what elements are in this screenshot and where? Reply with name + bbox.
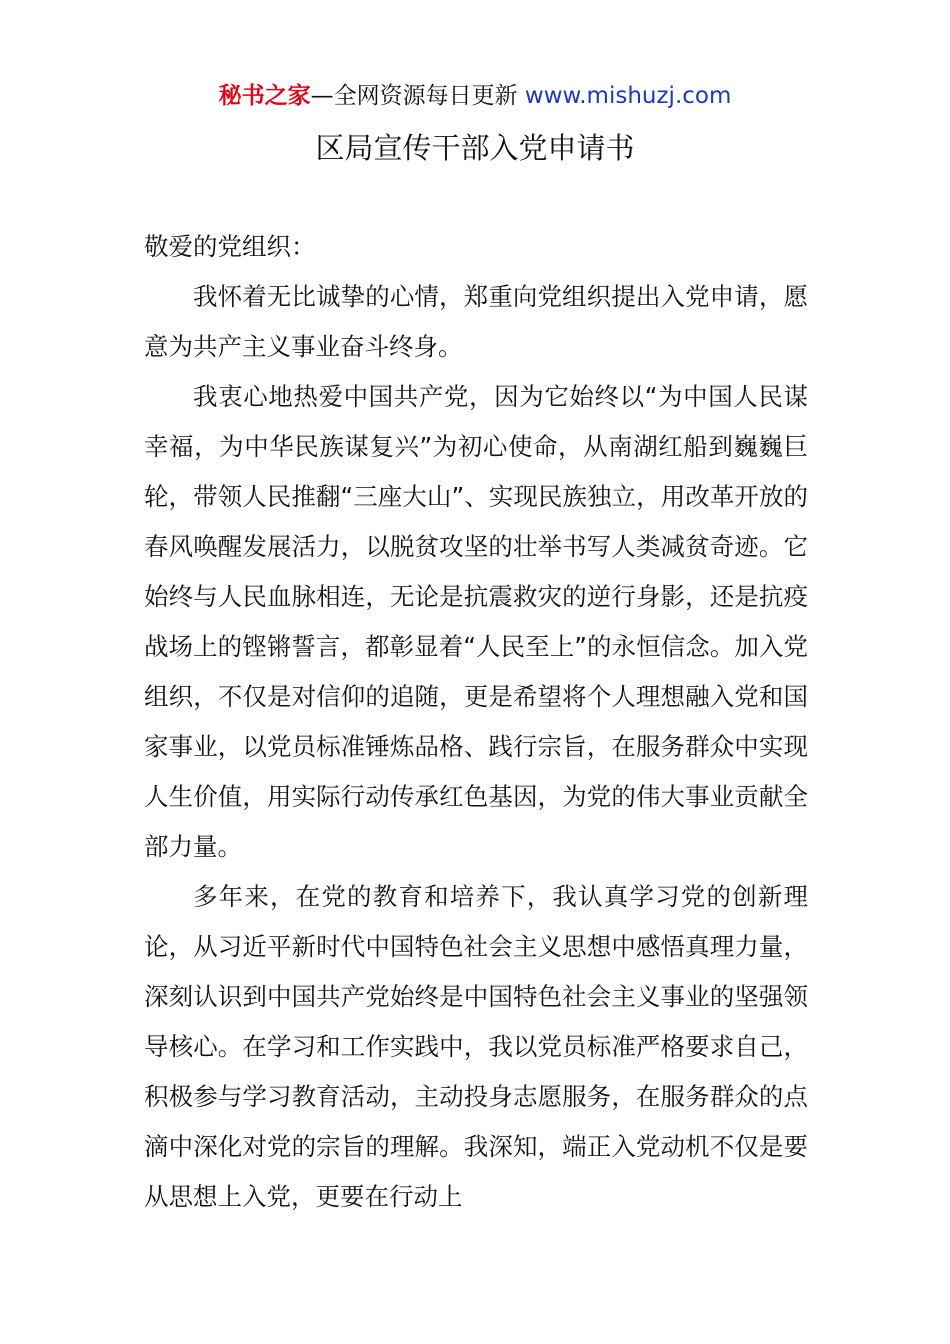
site-url-link[interactable]: www.mishuzj.com: [524, 83, 732, 109]
paragraph-2: 我衷心地热爱中国共产党，因为它始终以“为中国人民谋幸福，为中华民族谋复兴”为初心使命，从南湖红船到巍巍巨轮，带领人民推翻“三座大山”、实现民族独立，用改革开放的春风唤醒发展活力，以脱贫攻坚的壮举书写人类减贫奇迹。它始终与人民血脉相连，无论是抗震救灾的逆行身影，还是抗疫战场上的铿锵誓言，都彰显着“人民至上”的永恒信念。加入党组织，不仅是对信仰的追随，更是希望将个人理想融入党和国家事业，以党员标准锤炼品格、践行宗旨，在服务群众中实现人生价值，用实际行动传承红色基因，为党的伟大事业贡献全部力量。: [144, 382, 808, 861]
brand-name: 秘书之家: [218, 83, 311, 109]
document-title: 区局宣传干部入党申请书: [315, 131, 635, 165]
salutation: 敬爱的党组织：: [144, 232, 316, 261]
watermark-header: [0, 80, 950, 112]
document-body: [144, 222, 808, 1222]
header-tagline: —全网资源每日更新: [310, 83, 525, 109]
paragraph-3: 多年来，在党的教育和培养下，我认真学习党的创新理论，从习近平新时代中国特色社会主义思想中感悟真理力量，深刻认识到中国共产党始终是中国特色社会主义事业的坚强领导核心。在学习和工作实践中，我以党员标准严格要求自己，积极参与学习教育活动，主动投身志愿服务，在服务群众的点滴中深化对党的宗旨的理解。我深知，端正入党动机不仅是要从思想上入党，更要在行动上: [144, 882, 808, 1211]
paragraph-1: 我怀着无比诚挚的心情，郑重向党组织提出入党申请，愿意为共产主义事业奋斗终身。: [144, 282, 808, 361]
